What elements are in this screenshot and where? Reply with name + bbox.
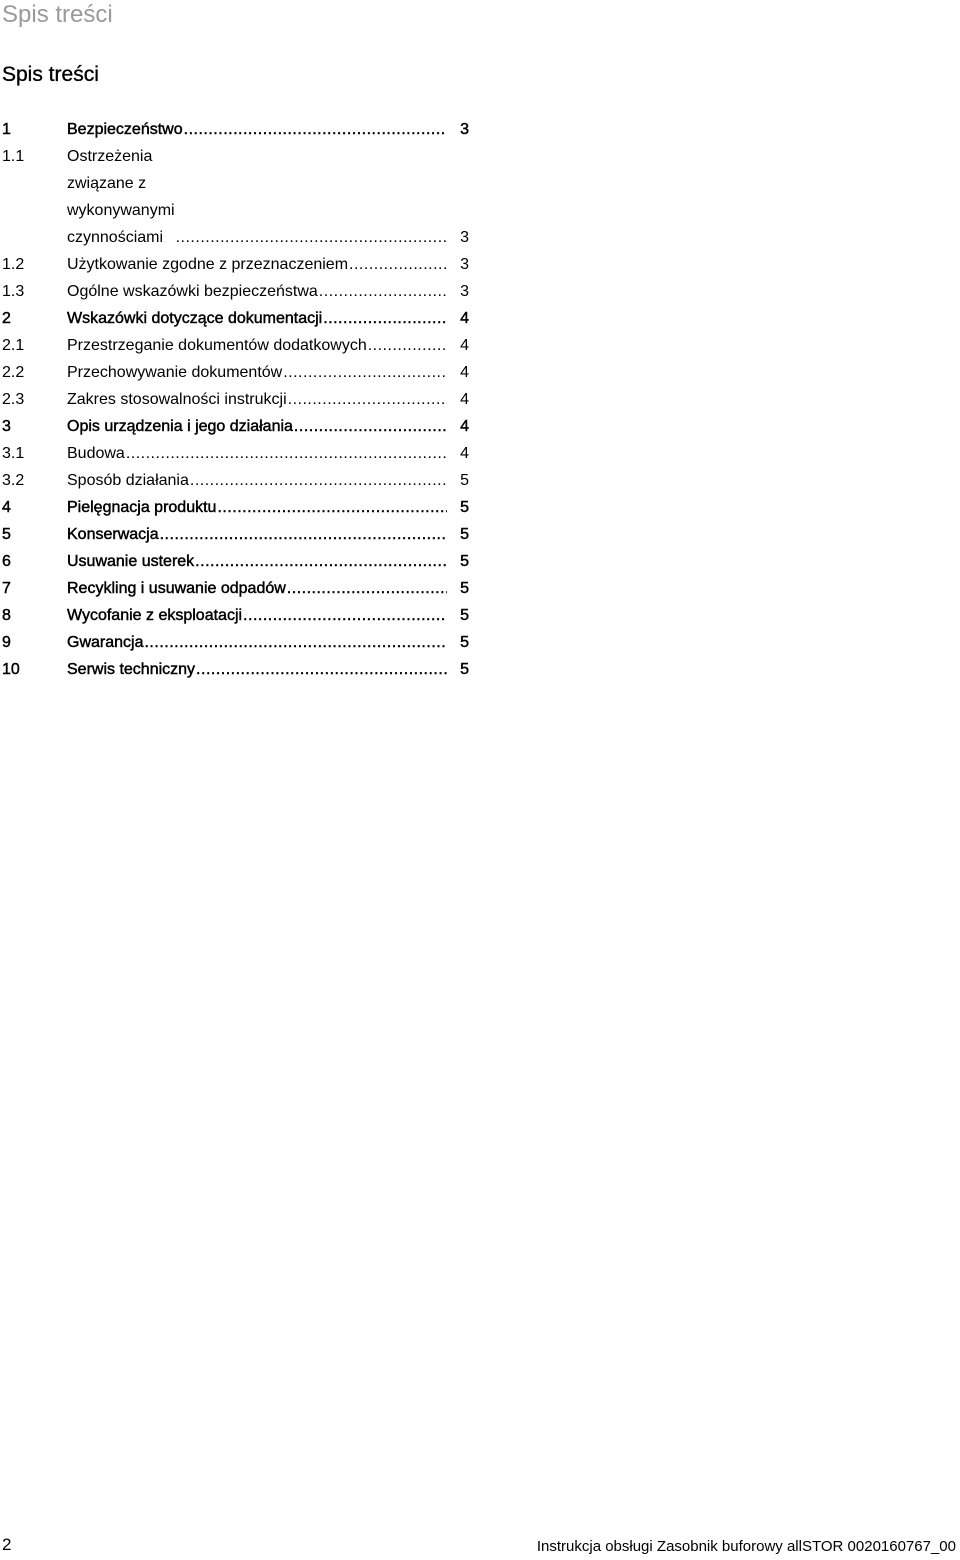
toc-entry-number: 3.1	[2, 445, 25, 462]
toc-dot-leader	[160, 521, 447, 548]
toc-entry-page: 5	[460, 634, 469, 651]
toc-entry-number: 1.3	[2, 283, 25, 300]
toc-entry-number: 4	[2, 499, 11, 516]
toc-entry-page: 5	[460, 472, 469, 489]
toc-entry-title: Użytkowanie zgodne z przeznaczeniem	[67, 251, 349, 278]
toc-entry-title: Zakres stosowalności instrukcji	[67, 386, 288, 413]
toc-entry-number: 3.2	[2, 472, 25, 489]
toc-entry-title: Usuwanie usterek	[67, 548, 195, 575]
toc-entry[interactable]	[0, 575, 470, 602]
toc-dot-leader	[288, 386, 447, 413]
page-title: Spis treści	[2, 63, 99, 86]
toc-dot-leader	[195, 548, 447, 575]
toc-dot-leader	[217, 494, 447, 521]
toc-entry-title: Pielęgnacja produktu	[67, 494, 217, 521]
toc-entry-title: Przechowywanie dokumentów	[67, 359, 283, 386]
toc-entry-page: 5	[460, 526, 469, 543]
toc-entry-title: Wskazówki dotyczące dokumentacji	[67, 305, 323, 332]
toc-dot-leader	[283, 359, 447, 386]
toc-entry[interactable]	[0, 656, 470, 683]
toc-entry-title: Budowa	[67, 440, 126, 467]
toc-dot-leader	[287, 575, 447, 602]
toc-dot-leader	[243, 602, 447, 629]
toc-entry-page: 3	[460, 229, 469, 246]
toc-entry-number: 2.2	[2, 364, 25, 381]
toc-dot-leader	[184, 116, 447, 143]
toc-dot-leader	[323, 305, 447, 332]
toc-dot-leader	[368, 332, 447, 359]
toc-dot-leader	[196, 656, 447, 683]
toc-entry-page: 5	[460, 661, 469, 678]
toc-entry-number: 1.2	[2, 256, 25, 273]
toc-entry[interactable]	[0, 521, 470, 548]
toc-entry[interactable]	[0, 629, 470, 656]
toc-entry-page: 4	[460, 364, 469, 381]
toc-entry-number: 2.1	[2, 337, 25, 354]
toc-entry[interactable]	[0, 278, 470, 305]
toc-entry-page: 4	[460, 310, 469, 327]
toc-entry-title: Recykling i usuwanie odpadów	[67, 575, 287, 602]
toc-entry-page: 5	[460, 499, 469, 516]
toc-entry-page: 4	[460, 418, 469, 435]
toc-entry-page: 4	[460, 391, 469, 408]
toc-entry[interactable]	[0, 413, 470, 440]
toc-entry-title: Przestrzeganie dokumentów dodatkowych	[67, 332, 368, 359]
toc-entry-number: 1.1	[2, 148, 25, 165]
toc-entry-number: 1	[2, 121, 11, 138]
toc-entry[interactable]	[0, 332, 470, 359]
toc-entry[interactable]	[0, 386, 470, 413]
toc-entry-title: Sposób działania	[67, 467, 190, 494]
toc-entry-title: Konserwacja	[67, 521, 160, 548]
toc-entry-page: 4	[460, 337, 469, 354]
toc-dot-leader	[190, 467, 447, 494]
toc-entry-number: 9	[2, 634, 11, 651]
toc-entry[interactable]	[0, 251, 470, 278]
toc-entry-number: 3	[2, 418, 11, 435]
toc-entry[interactable]	[0, 116, 470, 143]
toc-entry-title: Gwarancja	[67, 629, 144, 656]
toc-entry-page: 4	[460, 445, 469, 462]
toc-entry-title: Bezpieczeństwo	[67, 116, 184, 143]
toc-entry[interactable]	[0, 467, 470, 494]
toc-dot-leader	[349, 251, 447, 278]
toc-dot-leader	[294, 413, 447, 440]
toc-dot-leader	[126, 440, 447, 467]
toc-entry-page: 3	[460, 121, 469, 138]
toc-entry-number: 5	[2, 526, 11, 543]
toc-dot-leader	[144, 629, 447, 656]
table-of-contents	[0, 116, 480, 683]
toc-entry[interactable]	[0, 440, 470, 467]
toc-dot-leader	[319, 278, 447, 305]
toc-dot-leader	[176, 224, 447, 251]
toc-entry-number: 2	[2, 310, 11, 327]
toc-entry-title: Wycofanie z eksploatacji	[67, 602, 243, 629]
toc-entry-number: 7	[2, 580, 11, 597]
toc-entry[interactable]	[0, 548, 470, 575]
toc-entry[interactable]	[0, 143, 470, 251]
toc-entry[interactable]	[0, 359, 470, 386]
toc-entry-page: 3	[460, 283, 469, 300]
toc-entry-title: Opis urządzenia i jego działania	[67, 413, 294, 440]
running-header: Spis treści	[2, 1, 113, 28]
toc-entry-number: 6	[2, 553, 11, 570]
toc-entry-number: 2.3	[2, 391, 25, 408]
toc-entry-title: Serwis techniczny	[67, 656, 196, 683]
toc-entry-page: 5	[460, 553, 469, 570]
toc-entry-title: Ostrzeżenia związane z wykonywanymi czynnościami	[67, 143, 176, 251]
toc-entry-title: Ogólne wskazówki bezpieczeństwa	[67, 278, 319, 305]
footer-page-number: 2	[2, 1535, 12, 1554]
toc-entry-page: 5	[460, 580, 469, 597]
toc-entry-number: 8	[2, 607, 11, 624]
toc-entry-page: 5	[460, 607, 469, 624]
toc-entry-number: 10	[2, 661, 20, 678]
toc-entry[interactable]	[0, 602, 470, 629]
toc-entry[interactable]	[0, 305, 470, 332]
toc-entry[interactable]	[0, 494, 470, 521]
footer-document-info: Instrukcja obsługi Zasobnik buforowy allSTOR 0020160767_00	[536, 1538, 956, 1555]
toc-entry-page: 3	[460, 256, 469, 273]
